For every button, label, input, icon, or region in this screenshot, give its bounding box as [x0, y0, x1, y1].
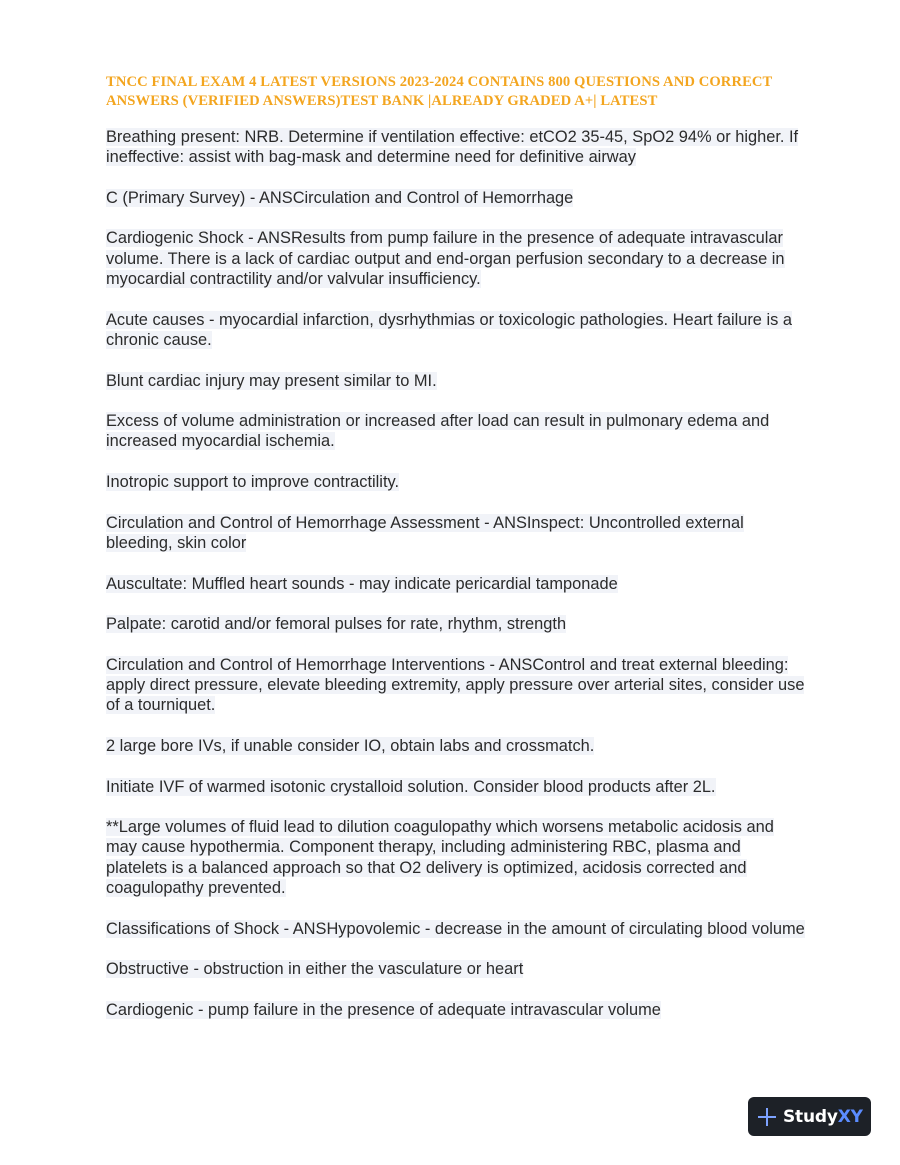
- paragraph: [106, 127, 806, 168]
- paragraph: [106, 959, 806, 979]
- paragraph-text: Acute causes - myocardial infarction, dysrhythmias or toxicologic pathologies. Heart failure is a chronic cause.: [106, 310, 792, 349]
- paragraph: [106, 1000, 806, 1020]
- badge-brand-main: Study: [783, 1106, 838, 1127]
- paragraph: [106, 817, 806, 898]
- paragraph-text: Breathing present: NRB. Determine if ventilation effective: etCO2 35-45, SpO2 94% or higher. If ineffective: assist with bag-mask and determine need for definitive airway: [106, 128, 799, 167]
- paragraph: [106, 513, 806, 554]
- paragraph-text: Blunt cardiac injury may present similar to MI.: [106, 371, 437, 390]
- paragraph: [106, 310, 806, 351]
- paragraph: [106, 614, 806, 634]
- paragraph-text: C (Primary Survey) - ANSCirculation and Control of Hemorrhage: [106, 188, 574, 207]
- paragraph-text: Initiate IVF of warmed isotonic crystalloid solution. Consider blood products after 2L.: [106, 777, 716, 796]
- paragraph-text: Cardiogenic Shock - ANSResults from pump failure in the presence of adequate intravascular volume. There is a lack of cardiac output and end-organ perfusion secondary to a decrease in myocardial contractility and/or valvular insufficiency.: [106, 229, 785, 289]
- paragraph-text: Circulation and Control of Hemorrhage Interventions - ANSControl and treat external bleeding: apply direct pressure, elevate bleeding extremity, apply pressure over arterial sites, consider use of a tourniquet.: [106, 655, 805, 715]
- paragraph: [106, 655, 806, 716]
- document-body: [106, 127, 806, 1040]
- badge-brand-accent: XY: [837, 1106, 863, 1127]
- plus-icon: [757, 1107, 777, 1127]
- paragraph-text: Inotropic support to improve contractility.: [106, 473, 400, 492]
- studyxy-badge[interactable]: [748, 1097, 871, 1136]
- paragraph-text: **Large volumes of fluid lead to dilution coagulopathy which worsens metabolic acidosis and may cause hypothermia. Component therapy, including administering RBC, plasma and platelets is a balanced approach so that O2 delivery is optimized, acidosis corrected and coagulopathy prevented.: [106, 818, 774, 897]
- paragraph: [106, 188, 806, 208]
- paragraph-text: Cardiogenic - pump failure in the presence of adequate intravascular volume: [106, 1000, 661, 1019]
- paragraph: [106, 574, 806, 594]
- paragraph: [106, 777, 806, 797]
- paragraph: [106, 472, 806, 492]
- paragraph-text: Excess of volume administration or increased after load can result in pulmonary edema and increased myocardial ischemia.: [106, 412, 770, 451]
- paragraph: [106, 411, 806, 452]
- paragraph: [106, 736, 806, 756]
- paragraph-text: 2 large bore IVs, if unable consider IO, obtain labs and crossmatch.: [106, 736, 595, 755]
- paragraph-text: Auscultate: Muffled heart sounds - may indicate pericardial tamponade: [106, 574, 618, 593]
- paragraph: [106, 228, 806, 289]
- paragraph-text: Classifications of Shock - ANSHypovolemic - decrease in the amount of circulating blood volume: [106, 919, 805, 938]
- paragraph: [106, 371, 806, 391]
- paragraph-text: Palpate: carotid and/or femoral pulses for rate, rhythm, strength: [106, 615, 567, 634]
- document-title: TNCC FINAL EXAM 4 LATEST VERSIONS 2023-2024 CONTAINS 800 QUESTIONS AND CORRECT ANSWERS (VERIFIED ANSWERS)TEST BANK |ALREADY GRADED A+| LATEST: [106, 74, 773, 109]
- paragraph: [106, 919, 806, 939]
- badge-brand: [783, 1107, 863, 1127]
- paragraph-text: Circulation and Control of Hemorrhage Assessment - ANSInspect: Uncontrolled external bleeding, skin color: [106, 513, 744, 552]
- paragraph-text: Obstructive - obstruction in either the vasculature or heart: [106, 960, 524, 979]
